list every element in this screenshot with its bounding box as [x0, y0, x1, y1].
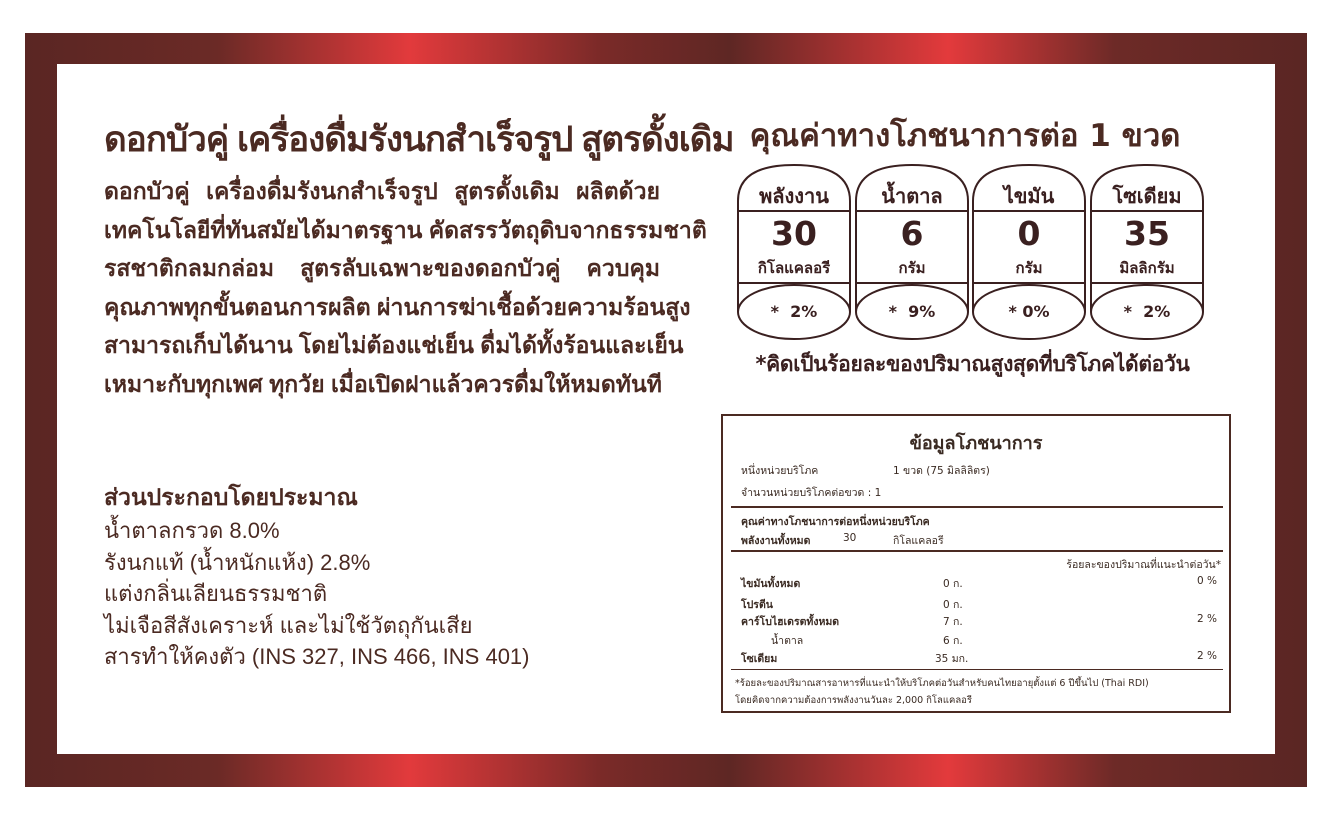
gda-value: 30 [771, 214, 817, 253]
nutrient-amount: 35 มก. [935, 653, 969, 665]
gda-column-sodium [1089, 163, 1205, 341]
ingredients-title: ส่วนประกอบโดยประมาณ [104, 484, 358, 510]
divider [731, 506, 1223, 508]
gda-percent: * 2% [770, 302, 818, 321]
nutrient-percent: 0 % [1197, 575, 1217, 587]
gda-value: 35 [1124, 214, 1170, 253]
nutrient-name: คาร์โบไฮเดรตทั้งหมด [741, 616, 840, 628]
nutrition-facts-panel [721, 414, 1231, 713]
gda-percent: * 0% [1008, 302, 1050, 321]
gda-unit: กิโลแคลอรี [757, 259, 831, 277]
nutrient-name: ไขมันทั้งหมด [741, 578, 801, 590]
nutrient-name: โซเดียม [741, 653, 778, 665]
product-title: ดอกบัวคู่ เครื่องดื่มรังนกสำเร็จรูป สูตรดั้งเดิม [104, 120, 734, 159]
gda-label: ไขมัน [1003, 184, 1055, 208]
ingredient-item: รังนกแท้ (น้ำหนักแห้ง) 2.8% [104, 549, 371, 575]
description-line: รสชาติกลมกล่อม สูตรลับเฉพาะของดอกบัวคู่ ควบคุม [104, 255, 660, 281]
nutrient-amount: 0 ก. [943, 578, 963, 590]
description-line: ดอกบัวคู่ เครื่องดื่มรังนกสำเร็จรูป สูตรดั้งเดิม ผลิตด้วย [104, 178, 660, 204]
gda-footnote: *คิดเป็นร้อยละของปริมาณสูงสุดที่บริโภคได้ต่อวัน [755, 352, 1190, 376]
gda-percent: * 2% [1123, 302, 1171, 321]
product-description [104, 172, 707, 403]
serving-size-value: 1 ขวด (75 มิลลิลิตร) [893, 465, 990, 477]
serving-size-label: หนึ่งหน่วยบริโภค [741, 465, 819, 477]
gda-unit: กรัม [1015, 259, 1043, 277]
footnote: โดยคิดจากความต้องการพลังงานวันละ 2,000 กิโลแคลอรี [735, 695, 972, 706]
gda-label: โซเดียม [1112, 184, 1182, 208]
gda-column-sugar [854, 163, 970, 341]
gda-label: น้ำตาล [881, 184, 943, 208]
energy-unit: กิโลแคลอรี [893, 535, 944, 547]
ingredient-item: ไม่เจือสีสังเคราะห์ และไม่ใช้วัตถุกันเสีย [104, 612, 473, 638]
per-serving-label: คุณค่าทางโภชนาการต่อหนึ่งหน่วยบริโภค [741, 516, 930, 528]
gda-value: 0 [1017, 214, 1041, 253]
nutrient-percent: 2 % [1197, 650, 1217, 662]
rdi-header: ร้อยละของปริมาณที่แนะนำต่อวัน* [1066, 559, 1221, 571]
divider [731, 550, 1223, 552]
gda-column-energy [736, 163, 852, 341]
gda-label: พลังงาน [759, 184, 829, 208]
ingredients-list [104, 515, 530, 673]
nutrient-amount: 0 ก. [943, 599, 963, 611]
description-line: เหมาะกับทุกเพศ ทุกวัย เมื่อเปิดฝาแล้วควรดื่มให้หมดทันที [104, 370, 662, 397]
gda-unit: มิลลิกรัม [1119, 259, 1175, 277]
ingredient-item: น้ำตาลกรวด 8.0% [104, 518, 280, 543]
gda-column-fat [971, 163, 1087, 341]
description-line: สามารถเก็บได้นาน โดยไม่ต้องแช่เย็น ดื่มได้ทั้งร้อนและเย็น [104, 332, 684, 358]
nutrient-name: โปรตีน [741, 599, 773, 611]
divider [731, 669, 1223, 670]
ingredient-item: สารทำให้คงตัว (INS 327, INS 466, INS 401) [104, 644, 530, 669]
nutrient-amount: 7 ก. [943, 616, 963, 628]
footnote: *ร้อยละของปริมาณสารอาหารที่แนะนำให้บริโภคต่อวันสำหรับคนไทยอายุตั้งแต่ 6 ปีขึ้นไป (Thai RDI) [735, 678, 1149, 689]
gda-title: คุณค่าทางโภชนาการต่อ 1 ขวด [749, 118, 1181, 154]
energy-label: พลังงานทั้งหมด [741, 535, 811, 547]
description-line: เทคโนโลยีที่ทันสมัยได้มาตรฐาน คัดสรรวัตถุดิบจากธรรมชาติ [104, 216, 707, 243]
gda-percent: * 9% [888, 302, 936, 321]
nutrient-amount: 6 ก. [943, 635, 963, 647]
description-line: คุณภาพทุกขั้นตอนการผลิต ผ่านการฆ่าเชื้อด้วยความร้อนสูง [104, 293, 691, 320]
gda-unit: กรัม [898, 259, 926, 277]
nutrient-name: น้ำตาล [771, 635, 804, 647]
energy-value: 30 [843, 532, 857, 544]
nutrient-percent: 2 % [1197, 613, 1217, 625]
gda-value: 6 [900, 214, 924, 253]
nutrition-facts-title: ข้อมูลโภชนาการ [909, 433, 1043, 454]
ingredient-item: แต่งกลิ่นเลียนธรรมชาติ [104, 581, 328, 606]
servings-per-container: จำนวนหน่วยบริโภคต่อขวด : 1 [741, 487, 882, 499]
